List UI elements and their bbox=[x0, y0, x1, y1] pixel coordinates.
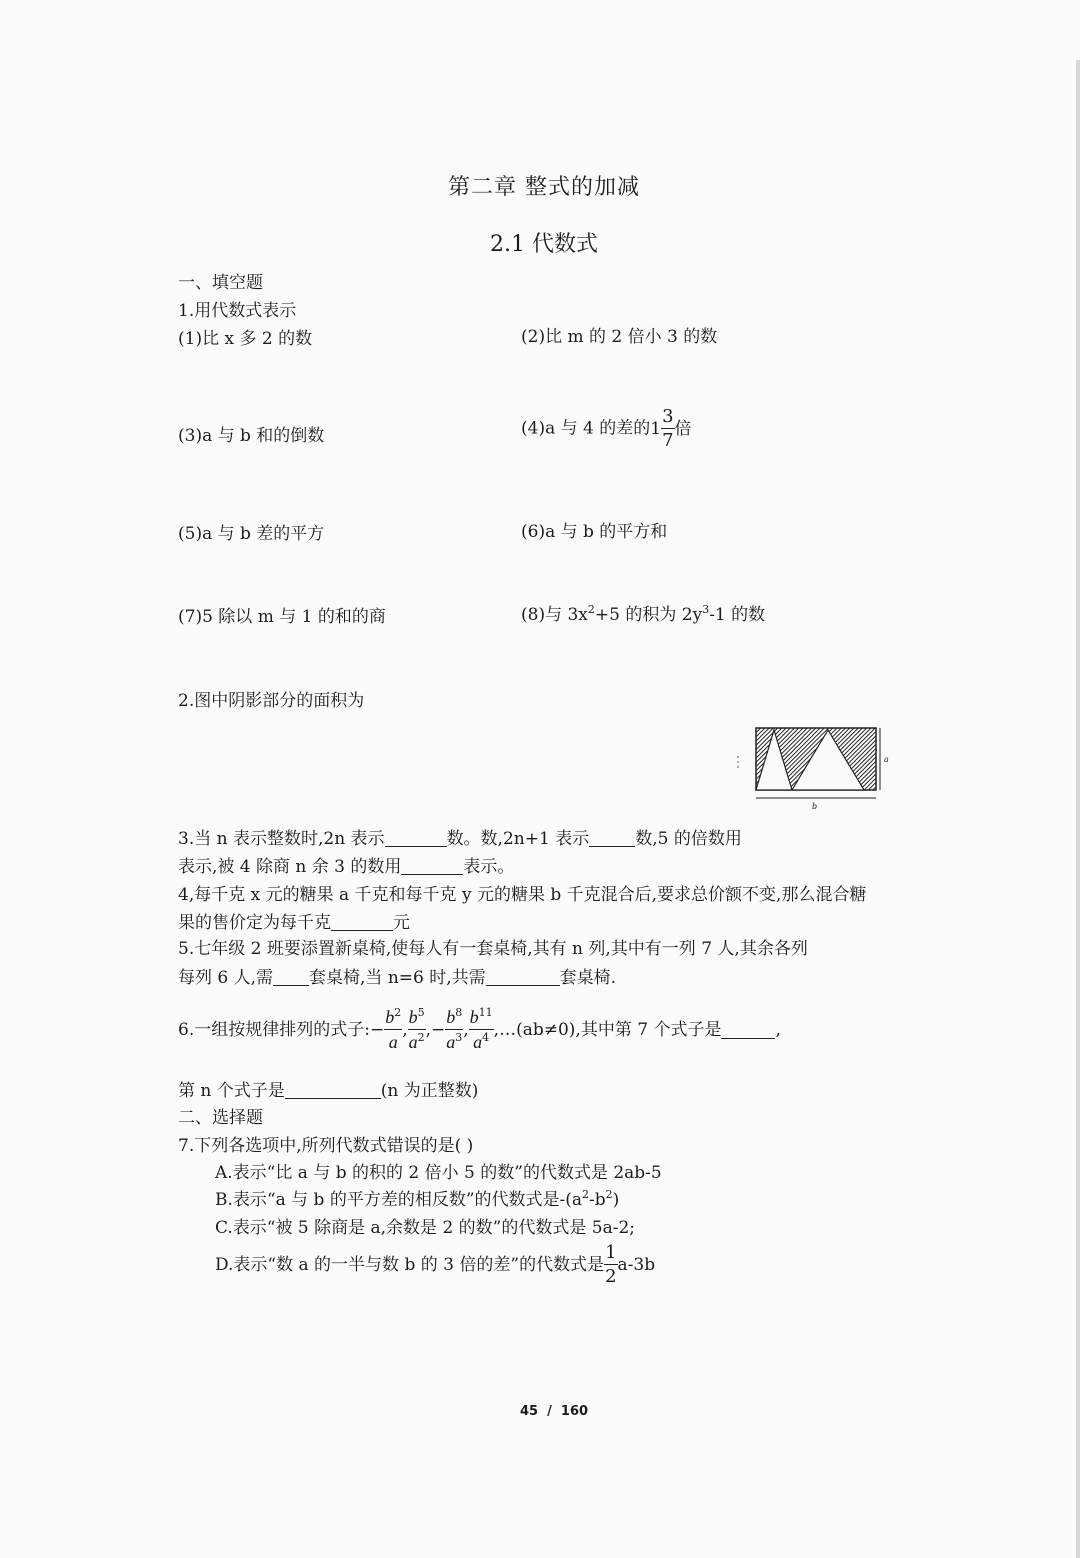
exp: 11 bbox=[478, 1006, 493, 1019]
exp: 3 bbox=[455, 1031, 463, 1044]
exp: 2 bbox=[417, 1031, 425, 1044]
comma: ,− bbox=[425, 1020, 446, 1040]
q5-line-2 bbox=[178, 967, 616, 989]
mixed-whole: 1 bbox=[650, 419, 662, 439]
label-b: b bbox=[812, 802, 818, 811]
q6-text: 第 n 个式子是 bbox=[178, 1081, 285, 1101]
part1-heading: 一、填空题 bbox=[178, 273, 263, 293]
fraction-denominator: 7 bbox=[662, 430, 674, 451]
answer-blank[interactable] bbox=[385, 830, 447, 847]
exp: 2 bbox=[587, 603, 595, 616]
q1-item-3: (3)a 与 b 和的倒数 bbox=[178, 426, 325, 446]
q1-item-2: (2)比 m 的 2 倍小 3 的数 bbox=[521, 327, 718, 347]
half-fraction bbox=[604, 1244, 617, 1286]
q1-item-7: (7)5 除以 m 与 1 的和的商 bbox=[178, 607, 386, 627]
q1-item-1: (1)比 x 多 2 的数 bbox=[178, 329, 313, 349]
q4-text: 元 bbox=[393, 913, 410, 933]
q1-stem: 1.用代数式表示 bbox=[178, 301, 297, 321]
term-base: a bbox=[446, 1032, 456, 1052]
exp: 2 bbox=[582, 1188, 590, 1201]
term-base: b bbox=[408, 1007, 418, 1027]
fraction-numerator: 1 bbox=[605, 1242, 617, 1263]
q7-stem: 7.下列各选项中,所列代数式错误的是( ) bbox=[178, 1136, 474, 1156]
term-base: b bbox=[469, 1007, 479, 1027]
q6-text: (n 为正整数) bbox=[380, 1081, 479, 1101]
comma: , bbox=[402, 1020, 408, 1040]
q3-text: 表示。 bbox=[463, 857, 515, 877]
page-number: 45 / 160 bbox=[519, 1404, 589, 1419]
q3-text: 数。数,2n+1 表示 bbox=[446, 829, 590, 849]
exp: 3 bbox=[702, 603, 710, 616]
option-text: ) bbox=[612, 1190, 620, 1210]
label-a: a bbox=[884, 755, 889, 764]
q6-line-2 bbox=[178, 1080, 478, 1102]
shaded-figure bbox=[732, 722, 892, 812]
q5-text: 套桌椅,当 n=6 时,共需 bbox=[309, 968, 486, 988]
exp: 2 bbox=[394, 1006, 402, 1019]
q6-line-1 bbox=[178, 1008, 781, 1052]
answer-blank[interactable] bbox=[589, 830, 635, 847]
exp: 4 bbox=[482, 1031, 490, 1044]
q1-item-8-mid: +5 的积为 2y bbox=[594, 605, 703, 625]
q3-line-1 bbox=[178, 828, 742, 850]
q7-option-b[interactable] bbox=[215, 1189, 619, 1211]
term-base: b bbox=[446, 1007, 456, 1027]
q7-option-a[interactable]: A.表示“比 a 与 b 的积的 2 倍小 5 的数”的代数式是 2ab-5 bbox=[215, 1163, 662, 1183]
option-text: -b bbox=[589, 1190, 606, 1210]
scan-edge bbox=[1076, 60, 1080, 1558]
q3-text: 表示,被 4 除商 n 余 3 的数用 bbox=[178, 857, 402, 877]
q6-text: ,…(ab≠0),其中第 7 个式子是 bbox=[493, 1020, 722, 1040]
part2-heading: 二、选择题 bbox=[178, 1108, 263, 1128]
answer-blank[interactable] bbox=[331, 914, 393, 931]
q7-option-d[interactable] bbox=[215, 1244, 655, 1286]
exp: 2 bbox=[605, 1188, 613, 1201]
q1-item-8-post: -1 的数 bbox=[709, 605, 766, 625]
chapter-title: 第二章 整式的加减 bbox=[448, 175, 640, 200]
fraction-denominator: 2 bbox=[605, 1266, 617, 1287]
option-text: D.表示“数 a 的一半与数 b 的 3 倍的差”的代数式是 bbox=[215, 1255, 605, 1275]
q1-item-4-tail: 倍 bbox=[674, 419, 692, 439]
section-title: 2.1 代数式 bbox=[490, 232, 598, 257]
fraction-numerator: 3 bbox=[662, 406, 674, 427]
comma: , bbox=[775, 1020, 781, 1040]
q5-line-1: 5.七年级 2 班要添置新桌椅,使每人有一套桌椅,其有 n 列,其中有一列 7 人,其余各列 bbox=[178, 939, 808, 959]
q6-text: 6.一组按规律排列的式子: bbox=[178, 1020, 370, 1040]
mixed-fraction bbox=[661, 408, 674, 450]
q3-text: 数,5 的倍数用 bbox=[635, 829, 742, 849]
q2-stem: 2.图中阴影部分的面积为 bbox=[178, 691, 365, 711]
q4-line-1: 4,每千克 x 元的糖果 a 千克和每千克 y 元的糖果 b 千克混合后,要求总价额不变,那么混合糖 bbox=[178, 885, 867, 905]
q1-item-4 bbox=[521, 408, 692, 450]
term-base: a bbox=[408, 1032, 418, 1052]
sequence-term-1 bbox=[384, 1008, 402, 1052]
q5-text: 套桌椅. bbox=[559, 968, 617, 988]
answer-blank[interactable] bbox=[486, 969, 560, 986]
answer-blank[interactable] bbox=[285, 1082, 381, 1099]
term-base: a bbox=[473, 1032, 483, 1052]
q1-item-5: (5)a 与 b 差的平方 bbox=[178, 524, 325, 544]
minus-sign: − bbox=[369, 1020, 385, 1040]
term-base: a bbox=[388, 1032, 398, 1052]
sequence-term-3 bbox=[445, 1008, 463, 1052]
q4-line-2 bbox=[178, 912, 410, 934]
exp: 8 bbox=[455, 1006, 463, 1019]
q1-item-6: (6)a 与 b 的平方和 bbox=[521, 522, 668, 542]
sequence-term-2 bbox=[408, 1008, 426, 1052]
answer-blank[interactable] bbox=[273, 969, 309, 986]
q1-item-4-text: (4)a 与 4 的差的 bbox=[521, 418, 651, 439]
q1-item-8-pre: (8)与 3x bbox=[521, 605, 588, 625]
q5-text: 每列 6 人,需 bbox=[178, 968, 274, 988]
sequence-term-4 bbox=[469, 1008, 494, 1052]
exp: 5 bbox=[417, 1006, 425, 1019]
answer-blank[interactable] bbox=[401, 858, 463, 875]
comma: , bbox=[463, 1020, 469, 1040]
term-base: b bbox=[385, 1007, 395, 1027]
answer-blank[interactable] bbox=[721, 1022, 775, 1039]
q7-option-c[interactable]: C.表示“被 5 除商是 a,余数是 2 的数”的代数式是 5a-2; bbox=[215, 1218, 636, 1238]
q3-line-2 bbox=[178, 856, 514, 878]
option-text: a-3b bbox=[617, 1255, 656, 1275]
q3-text: 3.当 n 表示整数时,2n 表示 bbox=[178, 829, 385, 849]
option-text: B.表示“a 与 b 的平方差的相反数”的代数式是-(a bbox=[215, 1190, 583, 1210]
q1-item-8 bbox=[521, 604, 765, 626]
q4-text: 果的售价定为每千克 bbox=[178, 913, 331, 933]
